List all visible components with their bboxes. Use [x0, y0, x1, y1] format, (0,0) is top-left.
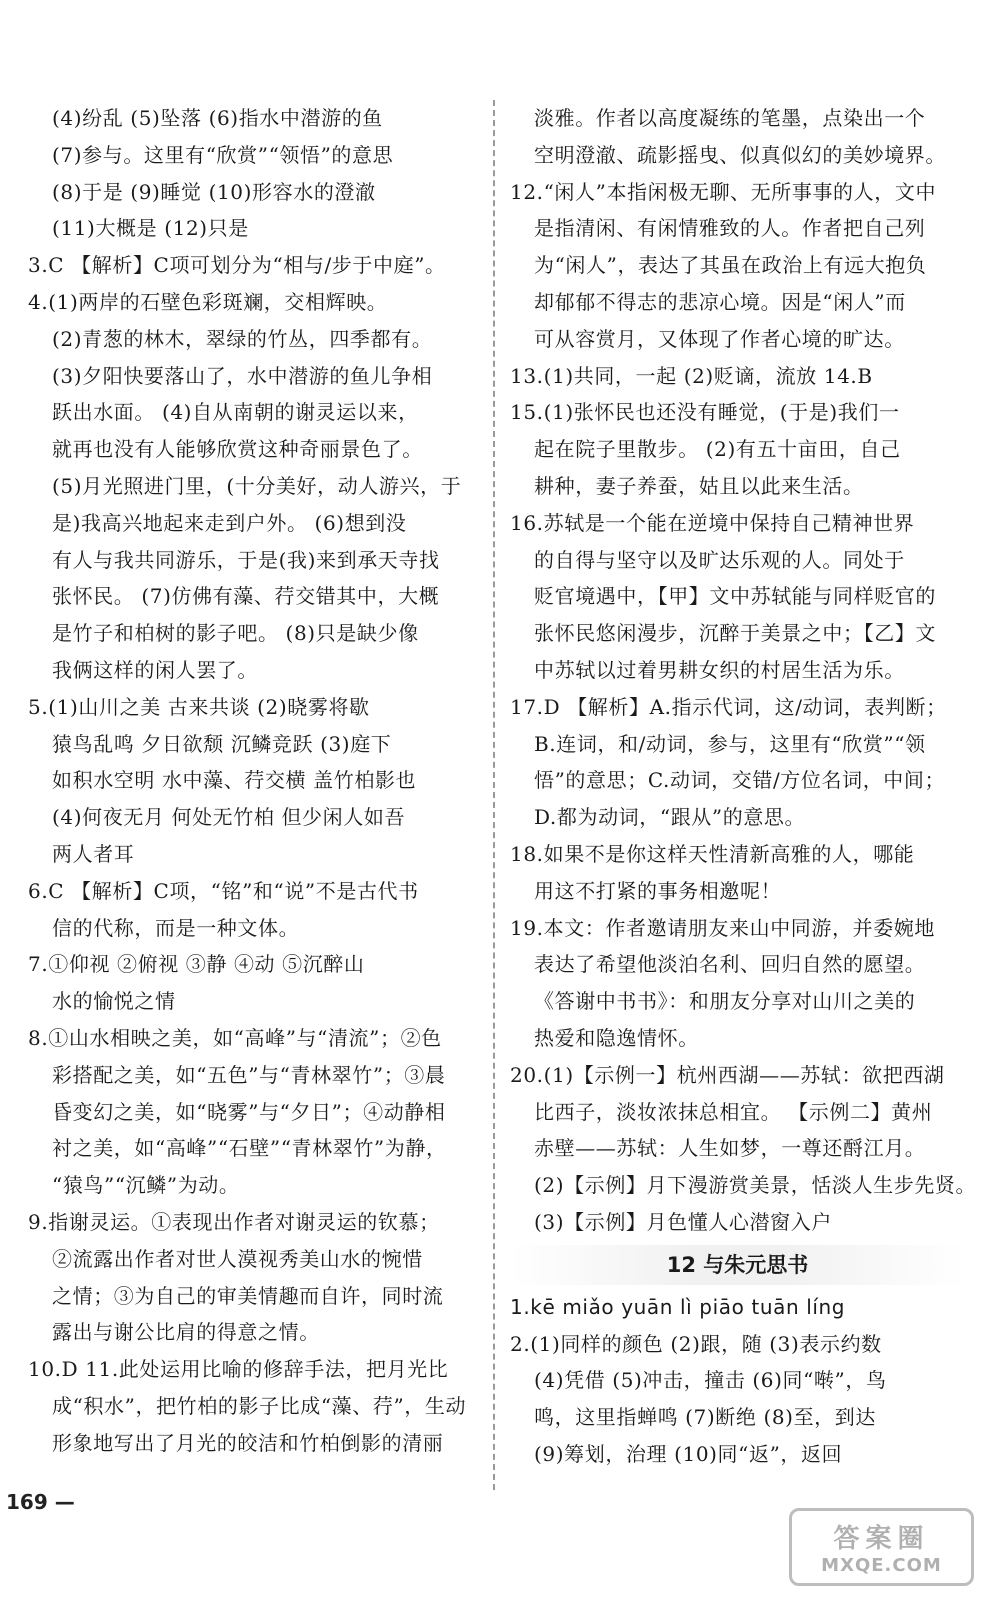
answer-line: 16.苏轼是一个能在逆境中保持自己精神世界: [510, 510, 915, 535]
answer-line: 露出与谢公比肩的得意之情。: [52, 1320, 320, 1345]
answer-line: 用这不打紧的事务相邀呢！: [534, 878, 782, 903]
answer-line: 15.(1)张怀民也还没有睡觉，(于是)我们一: [510, 400, 900, 425]
answer-line: (2)青葱的林木，翠绿的竹丛，四季都有。: [52, 326, 433, 351]
answer-line: 如积水空明 水中藻、荇交横 盖竹柏影也: [52, 768, 417, 793]
answer-line: 5.(1)山川之美 古来共谈 (2)晓雾将歇: [28, 694, 370, 719]
answer-line: 张怀民悠闲漫步，沉醉于美景之中；【乙】文: [534, 621, 936, 646]
answer-line: (11)大概是 (12)只是: [52, 216, 249, 241]
answer-line: (5)月光照进门里，(十分美好，动人游兴，于: [52, 473, 462, 498]
answer-line: 为“闲人”，表达了其虽在政治上有远大抱负: [534, 253, 927, 278]
answer-line: 悟”的意思；C.动词，交错/方位名词，中间；: [534, 768, 946, 793]
answer-line: 是指清闲、有闲情雅致的人。作者把自己列: [534, 216, 926, 241]
answer-line: 2.(1)同样的颜色 (2)跟，随 (3)表示约数: [510, 1331, 882, 1356]
answer-line: 9.指谢灵运。①表现出作者对谢灵运的钦慕；: [28, 1209, 440, 1234]
answer-line: 淡雅。作者以高度凝练的笔墨，点染出一个: [534, 106, 926, 130]
answer-line: 的自得与坚守以及旷达乐观的人。同处于: [534, 547, 905, 572]
page-number: 169 —: [6, 1490, 75, 1514]
answer-line: 《答谢中书书》：和朋友分享对山川之美的: [534, 989, 916, 1014]
answer-line: 有人与我共同游乐，于是(我)来到承天寺找: [52, 547, 440, 572]
answer-line: 赤壁——苏轼：人生如梦，一尊还酹江月。: [534, 1136, 926, 1161]
answer-line: 起在院子里散步。 (2)有五十亩田，自己: [534, 437, 901, 462]
answer-line: 17.D 【解析】A.指示代词，这/动词，表判断；: [510, 694, 947, 719]
answer-line: 热爱和隐逸情怀。: [534, 1025, 699, 1050]
answer-line: 8.①山水相映之美，如“高峰”与“清流”；②色: [28, 1025, 442, 1050]
answer-line: 两人者耳: [52, 841, 135, 866]
answer-line: 10.D 11.此处运用比喻的修辞手法，把月光比: [28, 1357, 449, 1382]
answer-line: 跃出水面。 (4)自从南朝的谢灵运以来，: [52, 400, 419, 425]
answer-line: 成“积水”，把竹柏的影子比成“藻、荇”，生动: [52, 1393, 467, 1418]
answer-line: 比西子，淡妆浓抹总相宜。 【示例二】黄州: [534, 1099, 933, 1124]
watermark-url: MXQE.COM: [821, 1555, 942, 1576]
section-title: 12 与朱元思书: [510, 1245, 965, 1285]
pinyin-answer-line: 1.kē miǎo yuān lì piāo tuān líng: [510, 1294, 846, 1319]
answer-line: 猿鸟乱鸣 夕日欲颓 沉鳞竞跃 (3)庭下: [52, 731, 392, 756]
right-answers-part-2: [510, 1326, 965, 1473]
answer-line: 形象地写出了月光的皎洁和竹柏倒影的清丽: [52, 1430, 444, 1455]
answer-line: 鸣，这里指蝉鸣 (7)断绝 (8)至，到达: [534, 1405, 876, 1430]
answer-line: ②流露出作者对世人漠视秀美山水的惋惜: [52, 1246, 423, 1271]
answer-line: 18.如果不是你这样天性清新高雅的人，哪能: [510, 841, 915, 866]
answer-line: 就再也没有人能够欣赏这种奇丽景色了。: [52, 437, 423, 462]
answer-line: 是)我高兴地起来走到户外。 (6)想到没: [52, 510, 407, 535]
answer-line: (7)参与。这里有“欣赏”“领悟”的意思: [52, 142, 394, 167]
right-answers-part-1: [510, 100, 977, 1241]
right-answer-column: [510, 100, 977, 1473]
answer-line: (9)筹划，治理 (10)同“返”，返回: [534, 1441, 843, 1466]
answer-line: 表达了希望他淡泊名利、回归自然的愿望。: [534, 952, 926, 977]
answer-line: B.连词，和/动词，参与，这里有“欣赏”“领: [534, 731, 926, 756]
answer-line: (4)纷乱 (5)坠落 (6)指水中潜游的鱼: [52, 106, 383, 130]
answer-line: (4)何夜无月 何处无竹柏 但少闲人如吾: [52, 805, 406, 830]
answer-line: 19.本文：作者邀请朋友来山中同游，并委婉地: [510, 915, 936, 940]
left-answer-column: [28, 100, 483, 1461]
answer-line: 7.①仰视 ②俯视 ③静 ④动 ⑤沉醉山: [28, 952, 365, 977]
answer-line: “猿鸟”“沉鳞”为动。: [52, 1173, 240, 1198]
answer-line: 3.C 【解析】C项可划分为“相与/步于中庭”。: [28, 253, 446, 278]
answer-line: 中苏轼以过着男耕女织的村居生活为乐。: [534, 657, 905, 682]
answer-line: 13.(1)共同，一起 (2)贬谪，流放 14.B: [510, 363, 873, 388]
answer-line: D.都为动词，“跟从”的意思。: [534, 805, 806, 830]
answer-line: 是竹子和柏树的影子吧。 (8)只是缺少像: [52, 621, 419, 646]
answer-line: 昏变幻之美，如“晓雾”与“夕日”；④动静相: [52, 1099, 446, 1124]
answer-line: 4.(1)两岸的石壁色彩斑斓，交相辉映。: [28, 289, 388, 314]
answer-line: 12.“闲人”本指闲极无聊、无所事事的人，文中: [510, 179, 937, 204]
answer-line: 张怀民。 (7)仿佛有藻、荇交错其中，大概: [52, 584, 440, 609]
answer-line: 彩搭配之美，如“五色”与“青林翠竹”；③晨: [52, 1062, 446, 1087]
answer-line: (4)凭借 (5)冲击，撞击 (6)同“啭”，鸟: [534, 1368, 887, 1393]
answer-line: 耕种，妻子养蚕，姑且以此来生活。: [534, 473, 864, 498]
answer-line: (3)夕阳快要落山了，水中潜游的鱼儿争相: [52, 363, 433, 388]
answer-line: 水的愉悦之情: [52, 989, 176, 1014]
column-divider: [493, 100, 495, 1490]
answer-line: 我俩这样的闲人罢了。: [52, 657, 258, 682]
answer-line: (3)【示例】月色懂人心潜窗入户: [534, 1209, 832, 1234]
watermark-logo-text: 答案圈: [833, 1524, 930, 1554]
answer-line: 6.C 【解析】C项，“铭”和“说”不是古代书: [28, 878, 419, 903]
answer-line: 空明澄澈、疏影摇曳、似真似幻的美妙境界。: [534, 142, 946, 167]
answer-line: 可从容赏月，又体现了作者心境的旷达。: [534, 326, 905, 351]
answer-line: 之情；③为自己的审美情趣而自许，同时流: [52, 1283, 444, 1308]
answer-line: 贬官境遇中，【甲】文中苏轼能与同样贬官的: [534, 584, 936, 609]
answer-line: 衬之美，如“高峰”“石壁”“青林翠竹”为静，: [52, 1136, 447, 1161]
answer-line: 20.(1)【示例一】杭州西湖——苏轼：欲把西湖: [510, 1062, 945, 1087]
answer-line: 却郁郁不得志的悲凉心境。因是“闲人”而: [534, 289, 906, 314]
answer-line: (8)于是 (9)睡觉 (10)形容水的澄澈: [52, 179, 376, 204]
answer-line: 信的代称，而是一种文体。: [52, 915, 300, 940]
watermark-logo: [789, 1508, 974, 1586]
answer-line: (2)【示例】月下漫游赏美景，恬淡人生步先贤。: [534, 1173, 977, 1198]
